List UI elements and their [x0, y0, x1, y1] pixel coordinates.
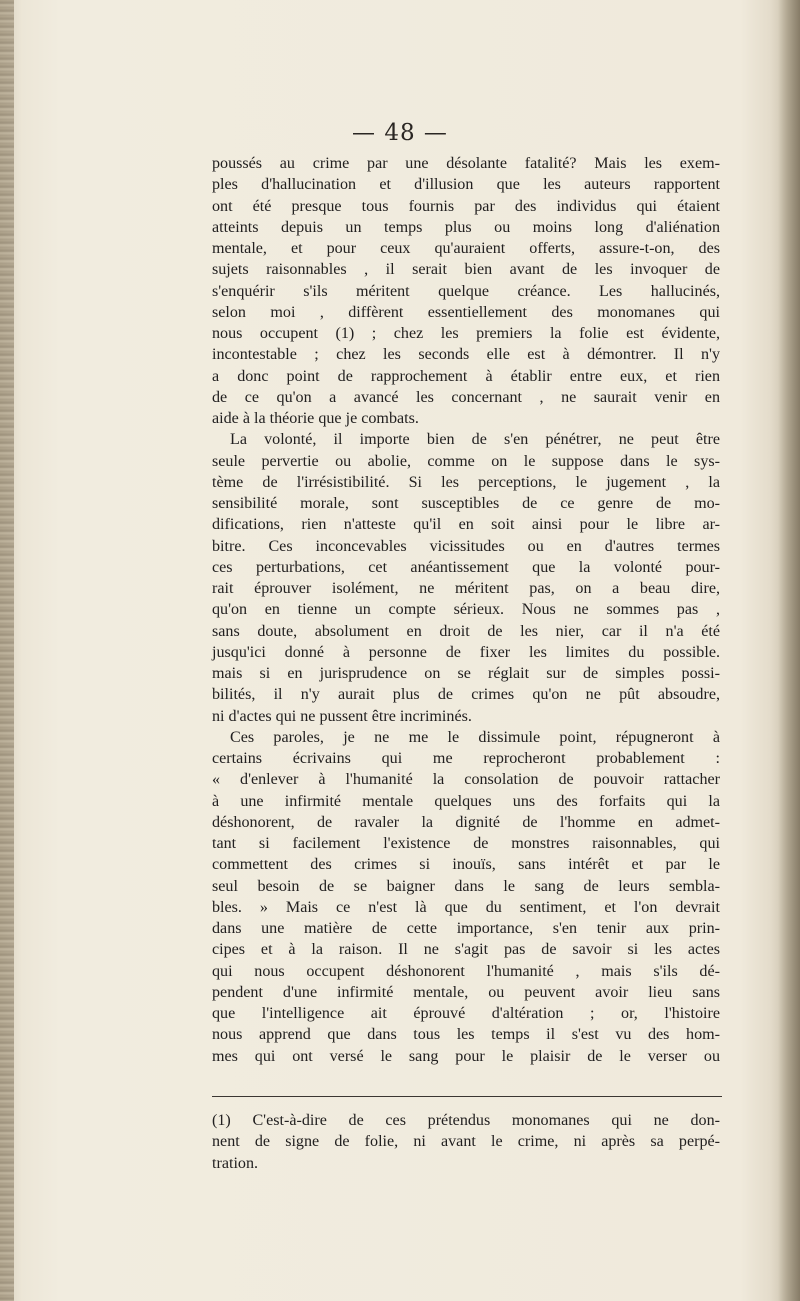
- text-line: bilités, il n'y aurait plus de crimes qu'on ne pût absoudre,: [212, 686, 720, 704]
- footnote: [212, 1110, 720, 1174]
- text-line: ces perturbations, cet anéantissement que la volonté pour-: [212, 558, 720, 576]
- text-line: de ce qu'on a avancé les concernant , ne saurait venir en: [212, 388, 720, 406]
- text-line: jusqu'ici donné à personne de fixer les limites du possible.: [212, 643, 720, 661]
- text-line: incontestable ; chez les seconds elle est à démontrer. Il n'y: [212, 346, 720, 364]
- text-line: selon moi , diffèrent essentiellement des monomanes qui: [212, 303, 720, 321]
- page-number: — 48 —: [352, 120, 448, 146]
- text-line: bitre. Ces inconcevables vicissitudes ou en d'autres termes: [212, 537, 720, 555]
- text-line: nous apprend que dans tous les temps il s'est vu des hom-: [212, 1026, 720, 1044]
- text-line: tème de l'irrésistibilité. Si les perceptions, le jugement , la: [212, 473, 720, 491]
- text-line: poussés au crime par une désolante fatalité? Mais les exem-: [212, 155, 720, 172]
- text-line: seul besoin de se baigner dans le sang de leurs sembla-: [212, 877, 720, 895]
- text-line: ples d'hallucination et d'illusion que les auteurs rapportent: [212, 176, 720, 194]
- text-line: s'enquérir s'ils méritent quelque créance. Les hallucinés,: [212, 282, 720, 300]
- text-line: bles. » Mais ce n'est là que du sentiment, et l'on devrait: [212, 898, 720, 916]
- text-line: mentale, et pour ceux qu'auraient offerts, assure-t-on, des: [212, 240, 720, 257]
- text-line: La volonté, il importe bien de s'en pénétrer, ne peut être: [230, 431, 720, 449]
- text-line: à une infirmité mentale quelques uns des forfaits qui la: [212, 792, 720, 810]
- footnote-divider: [212, 1096, 722, 1097]
- text-line: tant si facilement l'existence de monstres raisonnables, qui: [212, 835, 720, 852]
- footnote-line: nent de signe de folie, ni avant le crime, ni après sa perpé-: [212, 1133, 720, 1151]
- text-line: qui nous occupent déshonorent l'humanité , mais s'ils dé-: [212, 962, 720, 980]
- text-line: sensibilité morale, sont susceptibles de ce genre de mo-: [212, 495, 720, 512]
- page-binding-edge: [0, 0, 14, 1301]
- text-line: sujets raisonnables , il serait bien avant de les invoquer de: [212, 261, 720, 279]
- text-line: ont été presque tous fournis par des individus qui étaient: [212, 197, 720, 215]
- text-line: a donc point de rapprochement à établir entre eux, et rien: [212, 367, 720, 385]
- text-line: ni d'actes qui ne pussent être incriminés.: [212, 707, 472, 725]
- text-line: que l'intelligence ait éprouvé d'altération ; or, l'histoire: [212, 1005, 720, 1022]
- text-line: seule pervertie ou abolie, comme on le suppose dans le sys-: [212, 452, 720, 470]
- text-line: qu'on en tienne un compte sérieux. Nous ne sommes pas ,: [212, 601, 720, 619]
- text-line: commettent des crimes si inouïs, sans intérêt et par le: [212, 856, 720, 874]
- footnote-line: tration.: [212, 1154, 259, 1172]
- text-line: pendent d'une infirmité mentale, ou peuvent avoir lieu sans: [212, 983, 720, 1001]
- text-line: mes qui ont versé le sang pour le plaisir de le verser ou: [212, 1047, 720, 1065]
- text-line: nous occupent (1) ; chez les premiers la folie est évidente,: [212, 325, 720, 342]
- text-line: cipes et à la raison. Il ne s'agit pas de savoir si les actes: [212, 941, 720, 959]
- text-line: aide à la théorie que je combats.: [212, 410, 419, 427]
- text-line: difications, rien n'atteste qu'il en soit ainsi pour le libre ar-: [212, 516, 720, 534]
- text-line: déshonorent, de ravaler la dignité de l'homme en admet-: [212, 813, 720, 831]
- text-line: « d'enlever à l'humanité la consolation de pouvoir rattacher: [212, 771, 720, 789]
- text-line: rait éprouver isolément, ne méritent pas, on a beau dire,: [212, 580, 720, 597]
- footnote-line: (1) C'est-à-dire de ces prétendus monomanes qui ne don-: [212, 1112, 720, 1129]
- text-line: mais si en jurisprudence on se réglait sur de simples possi-: [212, 665, 720, 682]
- text-line: certains écrivains qui me reprocheront probablement :: [212, 750, 720, 767]
- page-right-edge: [778, 0, 800, 1301]
- text-line: dans une matière de cette importance, s'en tenir aux prin-: [212, 920, 720, 937]
- text-line: sans doute, absolument en droit de les nier, car il n'a été: [212, 622, 720, 640]
- text-line: atteints depuis un temps plus ou moins long d'aliénation: [212, 218, 720, 236]
- body-text: [212, 153, 720, 1067]
- text-line: Ces paroles, je ne me le dissimule point, répugneront à: [230, 728, 720, 746]
